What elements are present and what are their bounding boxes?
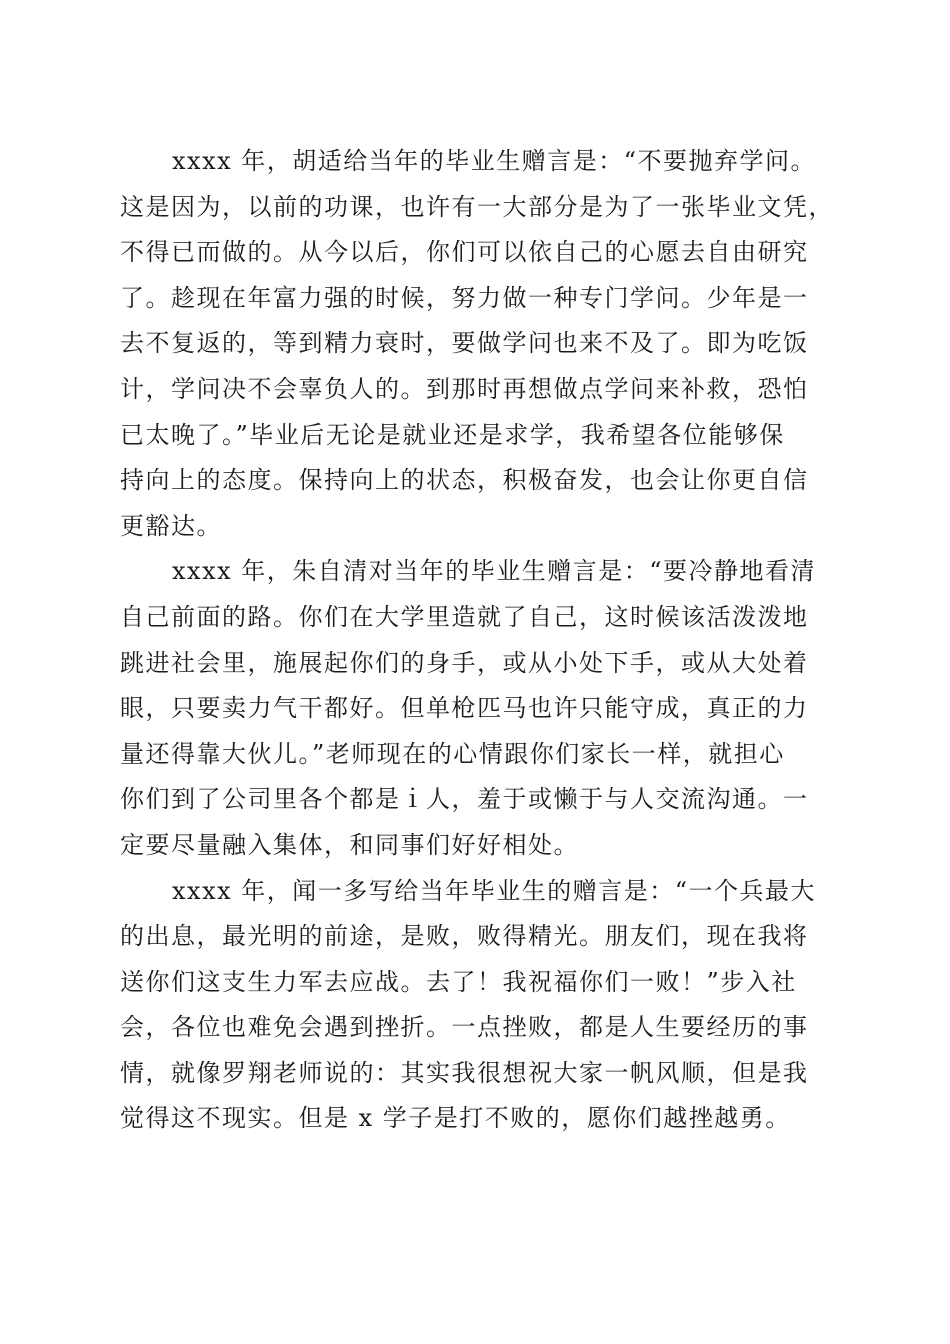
paragraph-line: 送你们这支生力军去应战。去了！我祝福你们一败！”步入社 <box>120 967 797 996</box>
paragraph-line: 这是因为，以前的功课，也许有一大部分是为了一张毕业文凭， <box>120 192 834 221</box>
paragraph-line: 情，就像罗翔老师说的：其实我很想祝大家一帆风顺，但是我 <box>120 1058 809 1087</box>
paragraph-line: 你们到了公司里各个都是ｉ人，羞于或懒于与人交流沟通。一 <box>120 785 809 814</box>
paragraph-line: 眼，只要卖力气干都好。但单枪匹马也许只能守成，真正的力 <box>120 694 809 723</box>
paragraph-line: 去不复返的，等到精力衰时，要做学问也来不及了。即为吃饭 <box>120 329 809 358</box>
paragraph-line: 计，学问决不会辜负人的。到那时再想做点学问来补救，恐怕 <box>120 374 809 403</box>
document-body <box>120 139 832 1142</box>
paragraph-line: xxxx 年，闻一多写给当年毕业生的赠言是：“一个兵最大 <box>172 876 817 905</box>
paragraph-line: 会，各位也难免会遇到挫折。一点挫败，都是人生要经历的事 <box>120 1013 809 1042</box>
paragraph-line: 已太晚了。”毕业后无论是就业还是求学，我希望各位能够保 <box>120 420 785 449</box>
paragraph-line: 定要尽量融入集体，和同事们好好相处。 <box>120 830 579 859</box>
paragraph-line: 量还得靠大伙儿。”老师现在的心情跟你们家长一样，就担心 <box>120 739 785 768</box>
paragraph-line: 跳进社会里，施展起你们的身手，或从小处下手，或从大处着 <box>120 648 809 677</box>
paragraph-line: 觉得这不现实。但是 x 学子是打不败的，愿你们越挫越勇。 <box>120 1104 791 1133</box>
paragraph-hu-shi <box>120 139 832 549</box>
paragraph-line: 持向上的态度。保持向上的状态，积极奋发，也会让你更自信 <box>120 466 809 495</box>
paragraph-line: xxxx 年，胡适给当年的毕业生赠言是：“不要抛弃学问。 <box>172 147 817 175</box>
paragraph-line: 不得已而做的。从今以后，你们可以依自己的心愿去自由研究 <box>120 238 809 267</box>
paragraph-zhu-ziqing <box>120 549 832 868</box>
paragraph-wen-yiduo <box>120 869 832 1143</box>
paragraph-line: 更豁达。 <box>120 511 222 540</box>
paragraph-line: xxxx 年，朱自清对当年的毕业生赠言是：“要冷静地看清 <box>172 557 817 586</box>
paragraph-line: 了。趁现在年富力强的时候，努力做一种专门学问。少年是一 <box>120 283 809 312</box>
paragraph-line: 的出息，最光明的前途，是败，败得精光。朋友们，现在我将 <box>120 922 809 951</box>
paragraph-line: 自己前面的路。你们在大学里造就了自己，这时候该活泼泼地 <box>120 602 809 631</box>
